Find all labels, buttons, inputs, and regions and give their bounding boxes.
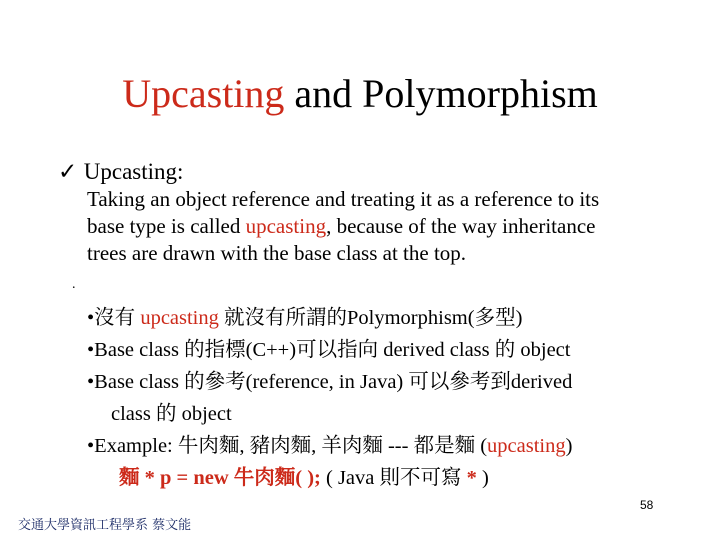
bullet-reference: •Base class 的參考(reference, in Java) 可以參考到derived xyxy=(87,371,573,393)
slide-title xyxy=(0,70,720,118)
bullet-1-pre: •沒有 xyxy=(87,307,141,329)
bullet-4-post: ) xyxy=(565,435,573,457)
footer-text: 交通大學資訊工程學系 蔡文能 xyxy=(18,518,192,533)
bullet-no-upcasting xyxy=(87,302,707,334)
bullet-reference-cont: class 的 object xyxy=(111,403,232,425)
bullet-4-pre: •Example: 牛肉麵, 豬肉麵, 羊肉麵 --- 都是麵 ( xyxy=(87,435,488,457)
definition-line-1: Taking an object reference and treating it as a reference to its xyxy=(87,187,600,211)
stray-dot: . xyxy=(72,277,76,292)
code-red: 麵 * p = new 牛肉麵( ); xyxy=(119,467,321,489)
definition-line-2 xyxy=(87,213,687,240)
bullet-4-emphasis: upcasting xyxy=(487,435,566,457)
code-example xyxy=(87,462,707,494)
upcasting-heading xyxy=(58,158,183,186)
bullet-pointer: •Base class 的指標(C++)可以指向 derived class 的 object xyxy=(87,339,571,361)
code-note-post: ) xyxy=(482,467,489,489)
bullet-1-post: 就沒有所謂的Polymorphism(多型) xyxy=(218,307,523,329)
upcasting-emphasis: upcasting xyxy=(245,214,327,238)
bullet-1-emphasis: upcasting xyxy=(140,307,219,329)
bullet-example xyxy=(87,430,707,462)
code-note-pre: ( Java 則不可寫 xyxy=(320,467,467,489)
sub-bullets xyxy=(87,302,707,494)
definition-line-2-pre: base type is called xyxy=(87,214,246,238)
title-rest: and Polymorphism xyxy=(284,71,598,116)
checkmark-icon: ✓ xyxy=(58,159,78,184)
definition-line-2-post: , because of the way inheritance xyxy=(326,214,596,238)
upcasting-definition xyxy=(87,186,687,267)
title-highlight: Upcasting xyxy=(122,71,285,116)
definition-line-3: trees are drawn with the base class at the top. xyxy=(87,241,467,265)
page-number: 58 xyxy=(640,498,654,512)
upcasting-label: Upcasting: xyxy=(83,159,184,184)
code-star: * xyxy=(466,467,483,489)
